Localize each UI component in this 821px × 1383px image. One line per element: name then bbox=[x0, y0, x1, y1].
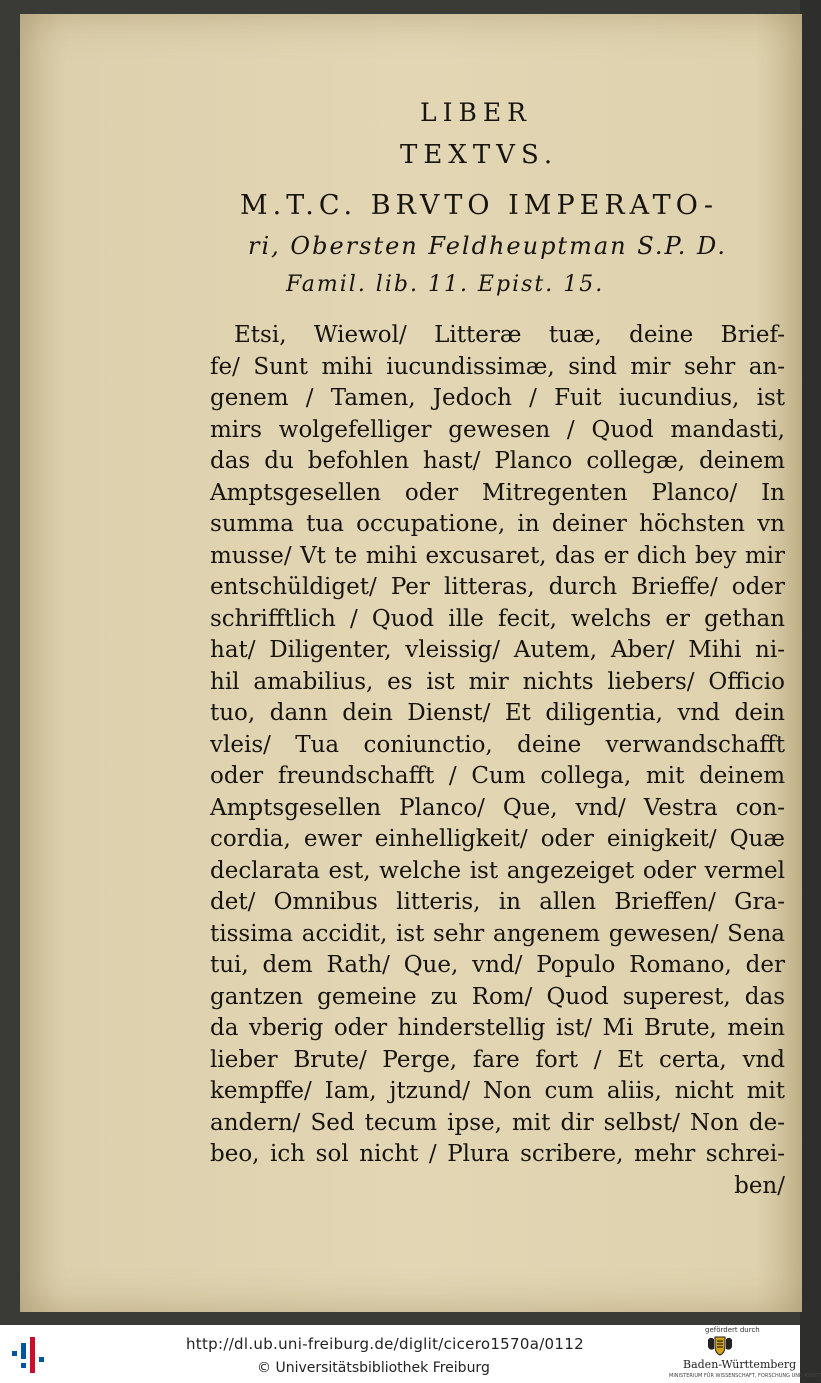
sponsor-name: Baden-Württemberg bbox=[683, 1358, 797, 1371]
text-line: cordia, ewer einhelligkeit/ oder einigkeit/ Quæ bbox=[210, 826, 785, 852]
text-line: genem / Tamen, Jedoch / Fuit iucundius, ist bbox=[210, 385, 785, 411]
footer-bar bbox=[0, 1325, 821, 1383]
text-line: oder freundschafft / Cum collega, mit deinem bbox=[210, 763, 785, 789]
text-line: summa tua occupatione, in deiner höchsten vn bbox=[210, 511, 785, 537]
text-line: Amptsgesellen oder Mitregenten Planco/ In bbox=[210, 479, 785, 506]
text-line: musse/ Vt te mihi excusaret, das er dich bey mir bbox=[210, 542, 785, 569]
text-line: Amptsgesellen Planco/ Que, vnd/ Vestra con- bbox=[210, 794, 785, 821]
text-line: andern/ Sed tecum ipse, mit dir selbst/ Non de- bbox=[210, 1109, 785, 1136]
ub-freiburg-logo-icon bbox=[10, 1335, 50, 1375]
heading-liber: LIBER bbox=[420, 98, 532, 127]
text-line: hat/ Diligenter, vleissig/ Autem, Aber/ Mihi ni- bbox=[210, 637, 785, 663]
baden-wuerttemberg-crest-icon bbox=[705, 1334, 735, 1356]
text-line: da vberig oder hinderstellig ist/ Mi Brute, mein bbox=[210, 1015, 785, 1041]
text-line: tui, dem Rath/ Que, vnd/ Populo Romano, der bbox=[210, 952, 785, 978]
text-line: det/ Omnibus litteris, in allen Brieffen/ Gra- bbox=[210, 889, 785, 915]
text-line: tissima accidit, ist sehr angenem gewesen/ Sena bbox=[210, 920, 785, 947]
text-line: gantzen gemeine zu Rom/ Quod superest, das bbox=[210, 983, 785, 1010]
permalink-url[interactable]: http://dl.ub.uni-freiburg.de/diglit/cicero1570a/0112 bbox=[186, 1335, 584, 1353]
text-line: lieber Brute/ Perge, fare fort / Et certa, vnd bbox=[210, 1046, 785, 1073]
text-line: declarata est, welche ist angezeiget oder vermel bbox=[210, 857, 785, 884]
text-line: entschüldiget/ Per litteras, durch Brieffe/ oder bbox=[210, 574, 785, 600]
heading-source: Famil. lib. 11. Epist. 15. bbox=[286, 272, 605, 297]
text-line: Etsi, Wiewol/ Litteræ tuæ, deine Brief- bbox=[234, 322, 785, 348]
text-line-last: ben/ bbox=[734, 1172, 785, 1199]
text-line: tuo, dann dein Dienst/ Et diligentia, vnd dein bbox=[210, 700, 785, 726]
letter-text bbox=[210, 320, 785, 1202]
copyright-text: © Universitätsbibliothek Freiburg bbox=[257, 1360, 490, 1376]
heading-addressee-cont: ri, Obersten Feldheuptman S.P. D. bbox=[248, 232, 728, 260]
text-line: das du befohlen hast/ Planco collegæ, deinem bbox=[210, 448, 785, 474]
text-line: schrifftlich / Quod ille fecit, welchs er gethan bbox=[210, 605, 785, 632]
sponsor-subtitle: MINISTERIUM FÜR WISSENSCHAFT, FORSCHUNG UND KUNST bbox=[669, 1373, 821, 1379]
heading-addressee: M.T.C. BRVTO IMPERATO- bbox=[240, 190, 718, 221]
heading-textus: TEXTVS. bbox=[400, 140, 559, 170]
book-page bbox=[20, 14, 802, 1312]
text-line: mirs wolgefelliger gewesen / Quod mandasti, bbox=[210, 416, 785, 443]
text-line: vleis/ Tua coniunctio, deine verwandschafft bbox=[210, 731, 785, 758]
text-line: fe/ Sunt mihi iucundissimæ, sind mir sehr an- bbox=[210, 353, 785, 380]
text-line: kempffe/ Iam, jtzund/ Non cum aliis, nicht mit bbox=[210, 1078, 785, 1104]
text-line: beo, ich sol nicht / Plura scribere, mehr schrei- bbox=[210, 1141, 785, 1167]
sponsor-caption: gefördert durch bbox=[705, 1326, 760, 1334]
text-line: hil amabilius, es ist mir nichts liebers/ Officio bbox=[210, 668, 785, 695]
